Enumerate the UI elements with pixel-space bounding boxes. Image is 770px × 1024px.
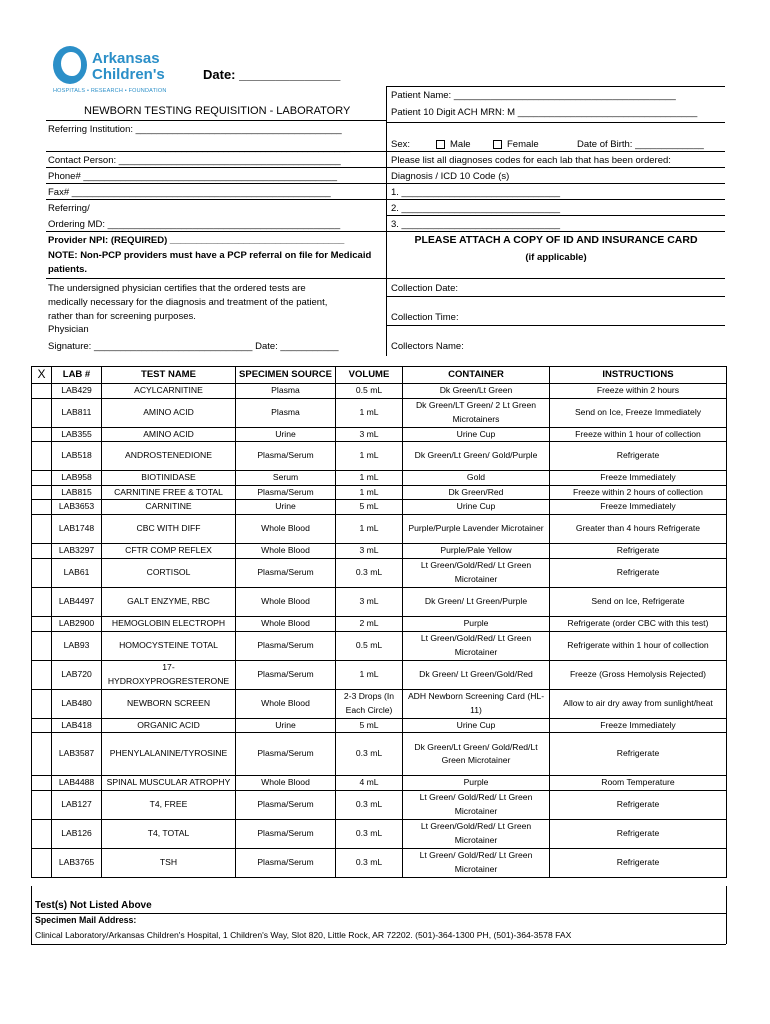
certify-line1: The undersigned physician certifies that the ordered tests are bbox=[48, 283, 306, 294]
volume-cell: 5 mL bbox=[336, 500, 403, 515]
container-cell: Purple bbox=[403, 616, 550, 631]
volume-cell: 0.5 mL bbox=[336, 631, 403, 660]
dob-field[interactable]: Date of Birth: _____________ bbox=[577, 139, 704, 150]
instructions-cell: Refrigerate bbox=[550, 790, 727, 819]
diag-1-field[interactable]: 1. ______________________________ bbox=[391, 187, 561, 198]
container-cell: Lt Green/Gold/Red/ Lt Green Microtainer bbox=[403, 819, 550, 848]
volume-cell: 1 mL bbox=[336, 514, 403, 543]
specimen-source-cell: Plasma/Serum bbox=[236, 848, 336, 877]
table-row bbox=[32, 733, 727, 776]
instructions-cell: Freeze Immediately bbox=[550, 500, 727, 515]
test-name-cell: HEMOGLOBIN ELECTROPH bbox=[102, 616, 236, 631]
instructions-cell: Freeze within 1 hour of collection bbox=[550, 427, 727, 442]
logo-head-icon bbox=[61, 52, 81, 76]
select-checkbox-cell[interactable] bbox=[32, 558, 52, 587]
container-cell: Dk Green/Lt Green bbox=[403, 384, 550, 399]
physician-label: Physician bbox=[48, 324, 89, 335]
lab-number-cell: LAB3297 bbox=[52, 543, 102, 558]
lab-tests-table bbox=[31, 366, 727, 878]
test-name-cell: BIOTINIDASE bbox=[102, 471, 236, 486]
instructions-cell: Refrigerate within 1 hour of collection bbox=[550, 631, 727, 660]
test-name-cell: CARNITINE bbox=[102, 500, 236, 515]
volume-cell: 3 mL bbox=[336, 587, 403, 616]
instructions-cell: Refrigerate bbox=[550, 848, 727, 877]
specimen-source-cell: Plasma/Serum bbox=[236, 790, 336, 819]
test-name-cell: AMINO ACID bbox=[102, 398, 236, 427]
lab-number-cell: LAB811 bbox=[52, 398, 102, 427]
contact-person-field[interactable]: Contact Person: __________________________________________ bbox=[48, 155, 341, 166]
table-row bbox=[32, 543, 727, 558]
volume-cell: 0.3 mL bbox=[336, 558, 403, 587]
container-cell: Dk Green/ Lt Green/Purple bbox=[403, 587, 550, 616]
signature-field[interactable]: Signature: ______________________________ Date: ___________ bbox=[48, 341, 339, 352]
date-field[interactable]: Date: ______________ bbox=[203, 67, 341, 82]
specimen-source-cell: Plasma bbox=[236, 384, 336, 399]
select-checkbox-cell[interactable] bbox=[32, 733, 52, 776]
note-line2: patients. bbox=[48, 264, 88, 275]
container-cell: Dk Green/Lt Green/ Gold/Red/Lt Green Microtainer bbox=[403, 733, 550, 776]
test-name-cell: AMINO ACID bbox=[102, 427, 236, 442]
logo-tagline: HOSPITALS • RESEARCH • FOUNDATION bbox=[53, 88, 167, 94]
volume-cell: 0.5 mL bbox=[336, 384, 403, 399]
volume-cell: 2 mL bbox=[336, 616, 403, 631]
test-name-cell: ANDROSTENEDIONE bbox=[102, 442, 236, 471]
select-checkbox-cell[interactable] bbox=[32, 790, 52, 819]
table-row bbox=[32, 718, 727, 733]
volume-cell: 0.3 mL bbox=[336, 819, 403, 848]
select-checkbox-cell[interactable] bbox=[32, 471, 52, 486]
table-row bbox=[32, 427, 727, 442]
instructions-cell: Send on Ice, Freeze Immediately bbox=[550, 398, 727, 427]
col-header-lab: LAB # bbox=[52, 367, 102, 384]
select-checkbox-cell[interactable] bbox=[32, 500, 52, 515]
container-cell: Urine Cup bbox=[403, 500, 550, 515]
lab-number-cell: LAB126 bbox=[52, 819, 102, 848]
select-checkbox-cell[interactable] bbox=[32, 631, 52, 660]
lab-number-cell: LAB2900 bbox=[52, 616, 102, 631]
test-name-cell: HOMOCYSTEINE TOTAL bbox=[102, 631, 236, 660]
col-header-x: X bbox=[32, 367, 52, 384]
container-cell: Dk Green/ Lt Green/Gold/Red bbox=[403, 660, 550, 689]
test-name-cell: CBC WITH DIFF bbox=[102, 514, 236, 543]
specimen-source-cell: Whole Blood bbox=[236, 543, 336, 558]
container-cell: Gold bbox=[403, 471, 550, 486]
container-cell: Urine Cup bbox=[403, 427, 550, 442]
col-header-source: SPECIMEN SOURCE bbox=[236, 367, 336, 384]
patient-name-field[interactable]: Patient Name: __________________________________________ bbox=[391, 90, 676, 101]
specimen-source-cell: Whole Blood bbox=[236, 616, 336, 631]
ordering-md-field[interactable]: Ordering MD: ____________________________________________ bbox=[48, 219, 341, 230]
instructions-cell: Room Temperature bbox=[550, 776, 727, 791]
attach-subtitle: (if applicable) bbox=[525, 252, 587, 263]
instructions-cell: Greater than 4 hours Refrigerate bbox=[550, 514, 727, 543]
specimen-source-cell: Serum bbox=[236, 471, 336, 486]
table-header-row bbox=[32, 367, 727, 384]
specimen-source-cell: Plasma bbox=[236, 398, 336, 427]
container-cell: Lt Green/Gold/Red/ Lt Green Microtainer bbox=[403, 558, 550, 587]
lab-number-cell: LAB61 bbox=[52, 558, 102, 587]
select-checkbox-cell[interactable] bbox=[32, 384, 52, 399]
lab-number-cell: LAB720 bbox=[52, 660, 102, 689]
test-name-cell: 17-HYDROXYPROGRESTERONE bbox=[102, 660, 236, 689]
select-checkbox-cell[interactable] bbox=[32, 587, 52, 616]
specimen-source-cell: Whole Blood bbox=[236, 587, 336, 616]
container-cell: Purple/Purple Lavender Microtainer bbox=[403, 514, 550, 543]
collection-time-field[interactable]: Collection Time: bbox=[391, 312, 459, 323]
lab-number-cell: LAB4488 bbox=[52, 776, 102, 791]
lab-number-cell: LAB3587 bbox=[52, 733, 102, 776]
instructions-cell: Freeze Immediately bbox=[550, 718, 727, 733]
test-name-cell: CORTISOL bbox=[102, 558, 236, 587]
lab-number-cell: LAB355 bbox=[52, 427, 102, 442]
diag-3-field[interactable]: 3. ______________________________ bbox=[391, 219, 561, 230]
diag-2-field[interactable]: 2. ______________________________ bbox=[391, 203, 561, 214]
lab-number-cell: LAB127 bbox=[52, 790, 102, 819]
test-name-cell: ORGANIC ACID bbox=[102, 718, 236, 733]
instructions-cell: Refrigerate bbox=[550, 819, 727, 848]
table-row bbox=[32, 471, 727, 486]
lab-number-cell: LAB418 bbox=[52, 718, 102, 733]
certify-line3: rather than for screening purposes. bbox=[48, 311, 196, 322]
male-checkbox[interactable] bbox=[436, 140, 445, 149]
specimen-source-cell: Urine bbox=[236, 427, 336, 442]
table-row bbox=[32, 485, 727, 500]
table-row bbox=[32, 848, 727, 877]
container-cell: Purple bbox=[403, 776, 550, 791]
volume-cell: 4 mL bbox=[336, 776, 403, 791]
referring-institution-cont[interactable]: ____________________________________ bbox=[160, 142, 351, 153]
attach-title: PLEASE ATTACH A COPY OF ID AND INSURANCE CARD bbox=[414, 234, 698, 246]
provider-npi-field[interactable]: Provider NPI: (REQUIRED) _________________________________ bbox=[48, 235, 345, 246]
volume-cell: 3 mL bbox=[336, 543, 403, 558]
table-row bbox=[32, 514, 727, 543]
specimen-source-cell: Whole Blood bbox=[236, 776, 336, 791]
table-row bbox=[32, 500, 727, 515]
diag-instructions: Please list all diagnoses codes for each lab that has been ordered: bbox=[391, 155, 671, 166]
select-checkbox-cell[interactable] bbox=[32, 514, 52, 543]
select-checkbox-cell[interactable] bbox=[32, 427, 52, 442]
volume-cell: 1 mL bbox=[336, 442, 403, 471]
specimen-source-cell: Whole Blood bbox=[236, 689, 336, 718]
specimen-source-cell: Plasma/Serum bbox=[236, 819, 336, 848]
col-header-container: CONTAINER bbox=[403, 367, 550, 384]
select-checkbox-cell[interactable] bbox=[32, 543, 52, 558]
lab-number-cell: LAB815 bbox=[52, 485, 102, 500]
specimen-source-cell: Plasma/Serum bbox=[236, 733, 336, 776]
specimen-source-cell: Urine bbox=[236, 718, 336, 733]
select-checkbox-cell[interactable] bbox=[32, 819, 52, 848]
volume-cell: 1 mL bbox=[336, 660, 403, 689]
lab-number-cell: LAB3765 bbox=[52, 848, 102, 877]
lab-number-cell: LAB3653 bbox=[52, 500, 102, 515]
lab-number-cell: LAB518 bbox=[52, 442, 102, 471]
not-listed-label: Test(s) Not Listed Above bbox=[35, 900, 152, 911]
certify-line2: medically necessary for the diagnosis and treatment of the patient, bbox=[48, 297, 328, 308]
volume-cell: 3 mL bbox=[336, 427, 403, 442]
volume-cell: 1 mL bbox=[336, 398, 403, 427]
table-row bbox=[32, 384, 727, 399]
female-checkbox[interactable] bbox=[493, 140, 502, 149]
test-name-cell: PHENYLALANINE/TYROSINE bbox=[102, 733, 236, 776]
patient-mrn-field[interactable]: Patient 10 Digit ACH MRN: M __________________________________ bbox=[391, 107, 698, 118]
table-row bbox=[32, 790, 727, 819]
specimen-source-cell: Plasma/Serum bbox=[236, 558, 336, 587]
specimen-source-cell: Plasma/Serum bbox=[236, 631, 336, 660]
lab-number-cell: LAB429 bbox=[52, 384, 102, 399]
mail-address: Clinical Laboratory/Arkansas Children's Hospital, 1 Children's Way, Slot 820, Little Rock, AR 72202. (501)-364-1300 PH, (501)-364-3578 FAX bbox=[35, 930, 572, 940]
referring-label: Referring/ bbox=[48, 203, 90, 214]
instructions-cell: Refrigerate bbox=[550, 442, 727, 471]
table-row bbox=[32, 689, 727, 718]
container-cell: ADH Newborn Screening Card (HL-11) bbox=[403, 689, 550, 718]
collection-date-field[interactable]: Collection Date: bbox=[391, 283, 459, 294]
lab-number-cell: LAB4497 bbox=[52, 587, 102, 616]
instructions-cell: Send on Ice, Refrigerate bbox=[550, 587, 727, 616]
fax-field[interactable]: Fax# _________________________________________________ bbox=[48, 187, 331, 198]
test-name-cell: TSH bbox=[102, 848, 236, 877]
volume-cell: 0.3 mL bbox=[336, 848, 403, 877]
sex-label: Sex: bbox=[391, 139, 411, 150]
table-row bbox=[32, 442, 727, 471]
test-name-cell: CARNITINE FREE & TOTAL bbox=[102, 485, 236, 500]
select-checkbox-cell[interactable] bbox=[32, 616, 52, 631]
table-row bbox=[32, 776, 727, 791]
diag-code-label: Diagnosis / ICD 10 Code (s) bbox=[391, 171, 510, 182]
collectors-name-field[interactable]: Collectors Name: bbox=[391, 341, 464, 352]
volume-cell: 1 mL bbox=[336, 471, 403, 486]
logo-line2: Children's bbox=[92, 66, 165, 83]
volume-cell: 2-3 Drops (In Each Circle) bbox=[336, 689, 403, 718]
phone-field[interactable]: Phone# ________________________________________________ bbox=[48, 171, 337, 182]
table-row bbox=[32, 587, 727, 616]
instructions-cell: Freeze within 2 hours of collection bbox=[550, 485, 727, 500]
container-cell: Lt Green/Gold/Red/ Lt Green Microtainer bbox=[403, 631, 550, 660]
test-name-cell: GALT ENZYME, RBC bbox=[102, 587, 236, 616]
table-row bbox=[32, 660, 727, 689]
table-row bbox=[32, 616, 727, 631]
instructions-cell: Freeze Immediately bbox=[550, 471, 727, 486]
instructions-cell: Refrigerate (order CBC with this test) bbox=[550, 616, 727, 631]
select-checkbox-cell[interactable] bbox=[32, 485, 52, 500]
test-name-cell: T4, FREE bbox=[102, 790, 236, 819]
mail-address-label: Specimen Mail Address: bbox=[35, 915, 137, 925]
col-header-instructions: INSTRUCTIONS bbox=[550, 367, 727, 384]
male-label: Male bbox=[450, 139, 471, 150]
test-name-cell: T4, TOTAL bbox=[102, 819, 236, 848]
lab-number-cell: LAB93 bbox=[52, 631, 102, 660]
instructions-cell: Refrigerate bbox=[550, 558, 727, 587]
select-checkbox-cell[interactable] bbox=[32, 776, 52, 791]
select-checkbox-cell[interactable] bbox=[32, 660, 52, 689]
container-cell: Dk Green/Lt Green/ Gold/Purple bbox=[403, 442, 550, 471]
table-row bbox=[32, 558, 727, 587]
specimen-source-cell: Whole Blood bbox=[236, 514, 336, 543]
col-header-test: TEST NAME bbox=[102, 367, 236, 384]
col-header-volume: VOLUME bbox=[336, 367, 403, 384]
select-checkbox-cell[interactable] bbox=[32, 398, 52, 427]
test-name-cell: CFTR COMP REFLEX bbox=[102, 543, 236, 558]
specimen-source-cell: Plasma/Serum bbox=[236, 485, 336, 500]
instructions-cell: Allow to air dry away from sunlight/heat bbox=[550, 689, 727, 718]
volume-cell: 0.3 mL bbox=[336, 790, 403, 819]
container-cell: Dk Green/LT Green/ 2 Lt Green Microtainers bbox=[403, 398, 550, 427]
table-row bbox=[32, 631, 727, 660]
container-cell: Lt Green/ Gold/Red/ Lt Green Microtainer bbox=[403, 848, 550, 877]
container-cell: Dk Green/Red bbox=[403, 485, 550, 500]
test-name-cell: ACYLCARNITINE bbox=[102, 384, 236, 399]
select-checkbox-cell[interactable] bbox=[32, 718, 52, 733]
female-label: Female bbox=[507, 139, 539, 150]
specimen-source-cell: Plasma/Serum bbox=[236, 442, 336, 471]
specimen-source-cell: Urine bbox=[236, 500, 336, 515]
specimen-source-cell: Plasma/Serum bbox=[236, 660, 336, 689]
volume-cell: 0.3 mL bbox=[336, 733, 403, 776]
test-name-cell: NEWBORN SCREEN bbox=[102, 689, 236, 718]
select-checkbox-cell[interactable] bbox=[32, 689, 52, 718]
referring-institution-field[interactable]: Referring Institution: _______________________________________ bbox=[48, 124, 342, 135]
test-name-cell: SPINAL MUSCULAR ATROPHY bbox=[102, 776, 236, 791]
note-line1: NOTE: Non-PCP providers must have a PCP referral on file for Medicaid bbox=[48, 250, 372, 261]
container-cell: Purple/Pale Yellow bbox=[403, 543, 550, 558]
table-row bbox=[32, 398, 727, 427]
lab-number-cell: LAB958 bbox=[52, 471, 102, 486]
form-title: NEWBORN TESTING REQUISITION - LABORATORY bbox=[84, 105, 351, 117]
select-checkbox-cell[interactable] bbox=[32, 442, 52, 471]
lab-number-cell: LAB480 bbox=[52, 689, 102, 718]
instructions-cell: Freeze (Gross Hemolysis Rejected) bbox=[550, 660, 727, 689]
container-cell: Lt Green/ Gold/Red/ Lt Green Microtainer bbox=[403, 790, 550, 819]
container-cell: Urine Cup bbox=[403, 718, 550, 733]
select-checkbox-cell[interactable] bbox=[32, 848, 52, 877]
lab-number-cell: LAB1748 bbox=[52, 514, 102, 543]
table-row bbox=[32, 819, 727, 848]
volume-cell: 1 mL bbox=[336, 485, 403, 500]
volume-cell: 5 mL bbox=[336, 718, 403, 733]
instructions-cell: Refrigerate bbox=[550, 733, 727, 776]
instructions-cell: Freeze within 2 hours bbox=[550, 384, 727, 399]
instructions-cell: Refrigerate bbox=[550, 543, 727, 558]
logo-line1: Arkansas bbox=[92, 50, 160, 67]
